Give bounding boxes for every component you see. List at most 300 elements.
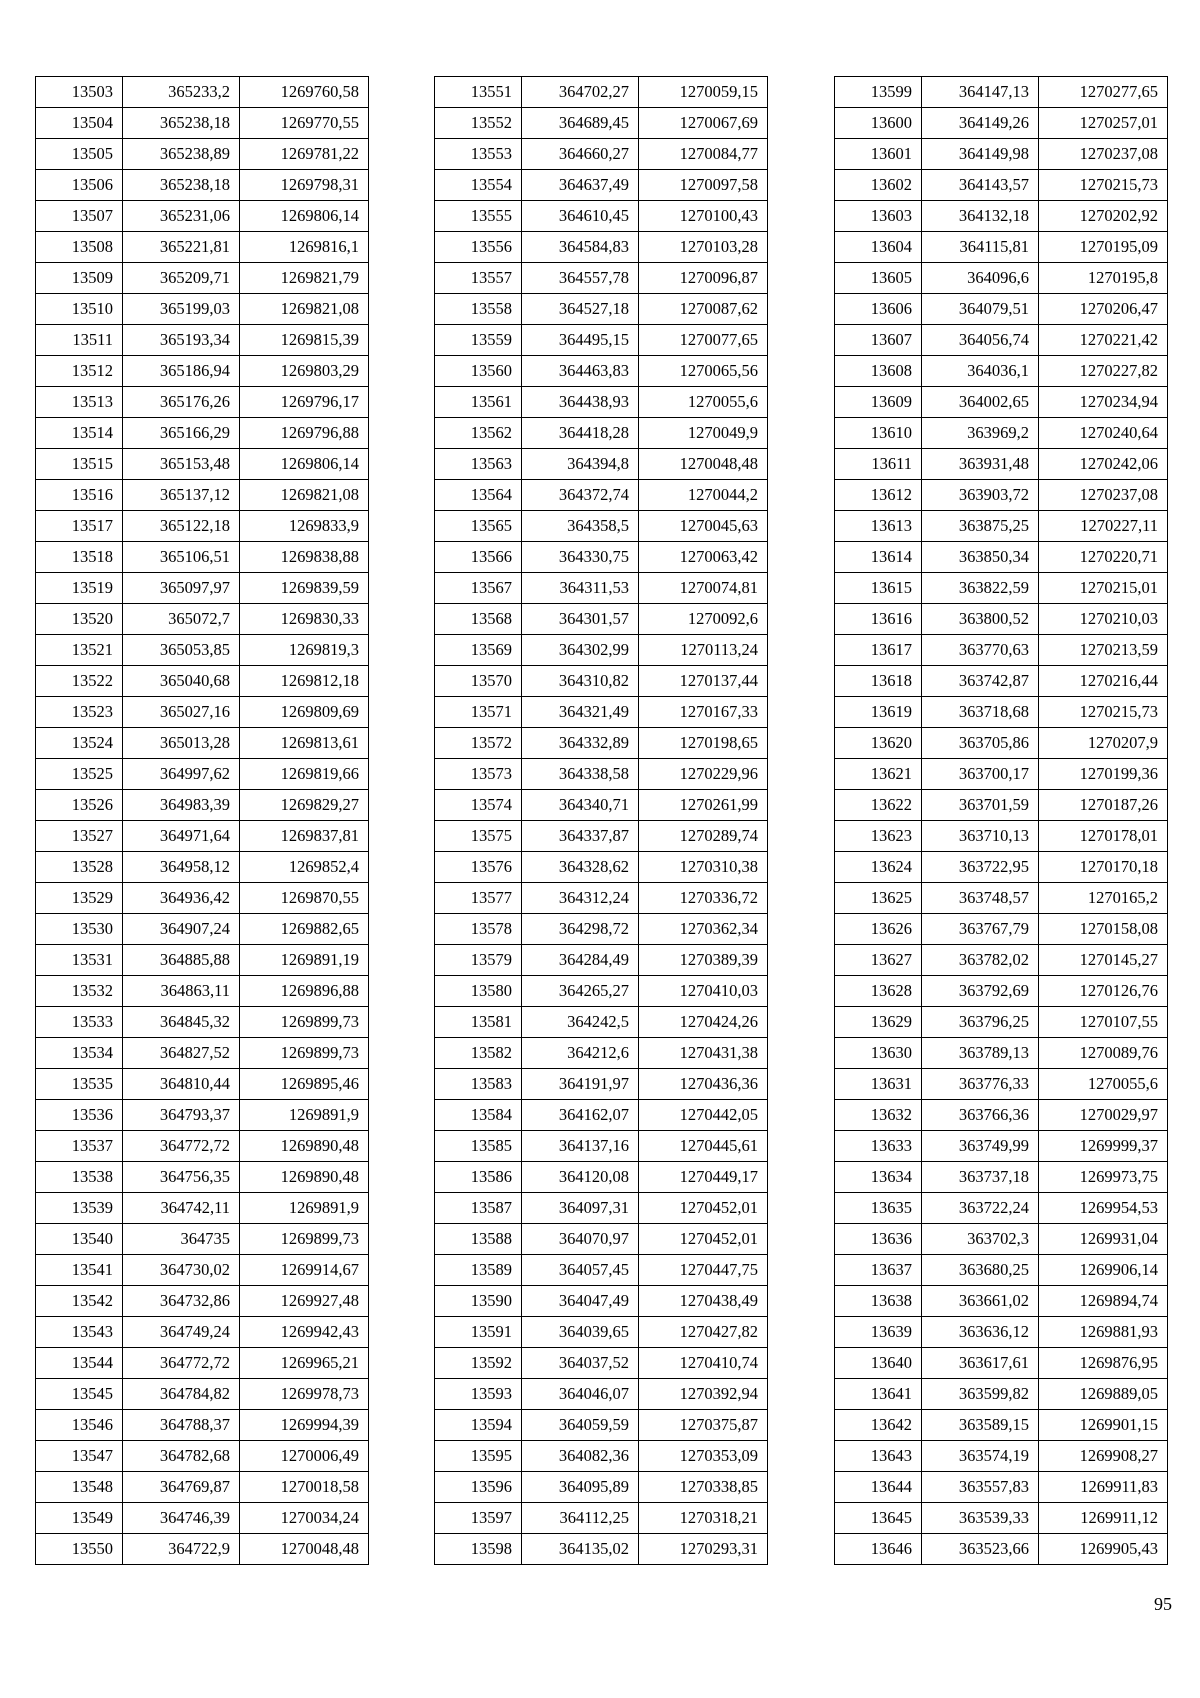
x-coordinate-cell: 365072,7 bbox=[123, 604, 240, 635]
x-coordinate-cell: 363850,34 bbox=[922, 542, 1039, 573]
x-coordinate-cell: 364749,24 bbox=[123, 1317, 240, 1348]
table-row bbox=[36, 201, 369, 232]
y-coordinate-cell: 1269911,83 bbox=[1039, 1472, 1168, 1503]
x-coordinate-cell: 364782,68 bbox=[123, 1441, 240, 1472]
table-row bbox=[435, 1193, 768, 1224]
point-number-cell: 13536 bbox=[36, 1100, 123, 1131]
y-coordinate-cell: 1269819,66 bbox=[240, 759, 369, 790]
y-coordinate-cell: 1270092,6 bbox=[639, 604, 768, 635]
point-number-cell: 13547 bbox=[36, 1441, 123, 1472]
y-coordinate-cell: 1270392,94 bbox=[639, 1379, 768, 1410]
y-coordinate-cell: 1270045,63 bbox=[639, 511, 768, 542]
table-row bbox=[36, 914, 369, 945]
y-coordinate-cell: 1269806,14 bbox=[240, 201, 369, 232]
y-coordinate-cell: 1269815,39 bbox=[240, 325, 369, 356]
table-row bbox=[435, 1038, 768, 1069]
point-number-cell: 13643 bbox=[835, 1441, 922, 1472]
y-coordinate-cell: 1269896,88 bbox=[240, 976, 369, 1007]
y-coordinate-cell: 1270044,2 bbox=[639, 480, 768, 511]
x-coordinate-cell: 364438,93 bbox=[522, 387, 639, 418]
y-coordinate-cell: 1269942,43 bbox=[240, 1317, 369, 1348]
x-coordinate-cell: 364096,6 bbox=[922, 263, 1039, 294]
y-coordinate-cell: 1269927,48 bbox=[240, 1286, 369, 1317]
table-row bbox=[36, 139, 369, 170]
y-coordinate-cell: 1270452,01 bbox=[639, 1193, 768, 1224]
x-coordinate-cell: 364689,45 bbox=[522, 108, 639, 139]
table-row bbox=[835, 1007, 1168, 1038]
table-row bbox=[435, 1441, 768, 1472]
point-number-cell: 13644 bbox=[835, 1472, 922, 1503]
x-coordinate-cell: 364722,9 bbox=[123, 1534, 240, 1565]
point-number-cell: 13584 bbox=[435, 1100, 522, 1131]
y-coordinate-cell: 1270087,62 bbox=[639, 294, 768, 325]
point-number-cell: 13617 bbox=[835, 635, 922, 666]
table-row bbox=[835, 1317, 1168, 1348]
x-coordinate-cell: 364311,53 bbox=[522, 573, 639, 604]
table-row bbox=[36, 263, 369, 294]
y-coordinate-cell: 1270167,33 bbox=[639, 697, 768, 728]
y-coordinate-cell: 1270445,61 bbox=[639, 1131, 768, 1162]
x-coordinate-cell: 364885,88 bbox=[123, 945, 240, 976]
point-number-cell: 13560 bbox=[435, 356, 522, 387]
x-coordinate-cell: 365040,68 bbox=[123, 666, 240, 697]
table-row bbox=[435, 728, 768, 759]
point-number-cell: 13642 bbox=[835, 1410, 922, 1441]
y-coordinate-cell: 1269894,74 bbox=[1039, 1286, 1168, 1317]
table-row bbox=[435, 1131, 768, 1162]
point-number-cell: 13515 bbox=[36, 449, 123, 480]
x-coordinate-cell: 364112,25 bbox=[522, 1503, 639, 1534]
y-coordinate-cell: 1270063,42 bbox=[639, 542, 768, 573]
point-number-cell: 13551 bbox=[435, 77, 522, 108]
y-coordinate-cell: 1270049,9 bbox=[639, 418, 768, 449]
y-coordinate-cell: 1270145,27 bbox=[1039, 945, 1168, 976]
y-coordinate-cell: 1269891,9 bbox=[240, 1100, 369, 1131]
table-row bbox=[435, 542, 768, 573]
point-number-cell: 13606 bbox=[835, 294, 922, 325]
y-coordinate-cell: 1269838,88 bbox=[240, 542, 369, 573]
point-number-cell: 13566 bbox=[435, 542, 522, 573]
point-number-cell: 13640 bbox=[835, 1348, 922, 1379]
point-number-cell: 13590 bbox=[435, 1286, 522, 1317]
table-row bbox=[435, 1255, 768, 1286]
point-number-cell: 13537 bbox=[36, 1131, 123, 1162]
y-coordinate-cell: 1270216,44 bbox=[1039, 666, 1168, 697]
table-row bbox=[36, 1503, 369, 1534]
table-row bbox=[835, 418, 1168, 449]
table-row bbox=[835, 263, 1168, 294]
x-coordinate-cell: 363680,25 bbox=[922, 1255, 1039, 1286]
table-row bbox=[435, 418, 768, 449]
table-row bbox=[835, 1038, 1168, 1069]
point-number-cell: 13595 bbox=[435, 1441, 522, 1472]
x-coordinate-cell: 364036,1 bbox=[922, 356, 1039, 387]
point-number-cell: 13565 bbox=[435, 511, 522, 542]
y-coordinate-cell: 1270055,6 bbox=[639, 387, 768, 418]
table-row bbox=[36, 1286, 369, 1317]
table-row bbox=[835, 511, 1168, 542]
x-coordinate-cell: 364332,89 bbox=[522, 728, 639, 759]
y-coordinate-cell: 1270318,21 bbox=[639, 1503, 768, 1534]
point-number-cell: 13605 bbox=[835, 263, 922, 294]
table-row bbox=[36, 1317, 369, 1348]
table-row bbox=[835, 1100, 1168, 1131]
y-coordinate-cell: 1269890,48 bbox=[240, 1131, 369, 1162]
x-coordinate-cell: 364097,31 bbox=[522, 1193, 639, 1224]
x-coordinate-cell: 364742,11 bbox=[123, 1193, 240, 1224]
y-coordinate-cell: 1269806,14 bbox=[240, 449, 369, 480]
x-coordinate-cell: 364810,44 bbox=[123, 1069, 240, 1100]
table-row bbox=[435, 480, 768, 511]
table-row bbox=[435, 604, 768, 635]
table-row bbox=[36, 1348, 369, 1379]
y-coordinate-cell: 1269965,21 bbox=[240, 1348, 369, 1379]
x-coordinate-cell: 365238,18 bbox=[123, 170, 240, 201]
y-coordinate-cell: 1270336,72 bbox=[639, 883, 768, 914]
x-coordinate-cell: 364191,97 bbox=[522, 1069, 639, 1100]
table-row bbox=[36, 1069, 369, 1100]
x-coordinate-cell: 363782,02 bbox=[922, 945, 1039, 976]
y-coordinate-cell: 1270452,01 bbox=[639, 1224, 768, 1255]
point-number-cell: 13641 bbox=[835, 1379, 922, 1410]
x-coordinate-cell: 364702,27 bbox=[522, 77, 639, 108]
x-coordinate-cell: 363800,52 bbox=[922, 604, 1039, 635]
table-row bbox=[835, 1472, 1168, 1503]
point-number-cell: 13633 bbox=[835, 1131, 922, 1162]
table-row bbox=[36, 1162, 369, 1193]
y-coordinate-cell: 1270018,58 bbox=[240, 1472, 369, 1503]
y-coordinate-cell: 1270089,76 bbox=[1039, 1038, 1168, 1069]
x-coordinate-cell: 364772,72 bbox=[123, 1131, 240, 1162]
x-coordinate-cell: 364082,36 bbox=[522, 1441, 639, 1472]
y-coordinate-cell: 1269852,4 bbox=[240, 852, 369, 883]
point-number-cell: 13549 bbox=[36, 1503, 123, 1534]
x-coordinate-cell: 364746,39 bbox=[123, 1503, 240, 1534]
table-row bbox=[835, 914, 1168, 945]
x-coordinate-cell: 363875,25 bbox=[922, 511, 1039, 542]
table-row bbox=[835, 697, 1168, 728]
point-number-cell: 13638 bbox=[835, 1286, 922, 1317]
y-coordinate-cell: 1269882,65 bbox=[240, 914, 369, 945]
y-coordinate-cell: 1270213,59 bbox=[1039, 635, 1168, 666]
y-coordinate-cell: 1270362,34 bbox=[639, 914, 768, 945]
x-coordinate-cell: 364971,64 bbox=[123, 821, 240, 852]
y-coordinate-cell: 1270059,15 bbox=[639, 77, 768, 108]
table-row bbox=[36, 1534, 369, 1565]
y-coordinate-cell: 1270431,38 bbox=[639, 1038, 768, 1069]
point-number-cell: 13610 bbox=[835, 418, 922, 449]
table-row bbox=[36, 821, 369, 852]
coordinate-table-1 bbox=[35, 76, 369, 1565]
table-row bbox=[36, 728, 369, 759]
x-coordinate-cell: 364793,37 bbox=[123, 1100, 240, 1131]
y-coordinate-cell: 1269803,29 bbox=[240, 356, 369, 387]
point-number-cell: 13521 bbox=[36, 635, 123, 666]
table-row bbox=[36, 325, 369, 356]
point-number-cell: 13564 bbox=[435, 480, 522, 511]
y-coordinate-cell: 1269870,55 bbox=[240, 883, 369, 914]
point-number-cell: 13562 bbox=[435, 418, 522, 449]
y-coordinate-cell: 1270410,03 bbox=[639, 976, 768, 1007]
x-coordinate-cell: 363931,48 bbox=[922, 449, 1039, 480]
point-number-cell: 13632 bbox=[835, 1100, 922, 1131]
y-coordinate-cell: 1270067,69 bbox=[639, 108, 768, 139]
point-number-cell: 13616 bbox=[835, 604, 922, 635]
table-row bbox=[36, 418, 369, 449]
x-coordinate-cell: 363599,82 bbox=[922, 1379, 1039, 1410]
y-coordinate-cell: 1270178,01 bbox=[1039, 821, 1168, 852]
point-number-cell: 13620 bbox=[835, 728, 922, 759]
x-coordinate-cell: 364827,52 bbox=[123, 1038, 240, 1069]
table-row bbox=[36, 170, 369, 201]
table-row bbox=[36, 387, 369, 418]
point-number-cell: 13602 bbox=[835, 170, 922, 201]
point-number-cell: 13624 bbox=[835, 852, 922, 883]
point-number-cell: 13623 bbox=[835, 821, 922, 852]
x-coordinate-cell: 363742,87 bbox=[922, 666, 1039, 697]
y-coordinate-cell: 1270227,11 bbox=[1039, 511, 1168, 542]
point-number-cell: 13516 bbox=[36, 480, 123, 511]
table-row bbox=[36, 1224, 369, 1255]
table-row bbox=[36, 77, 369, 108]
x-coordinate-cell: 364772,72 bbox=[123, 1348, 240, 1379]
y-coordinate-cell: 1269796,17 bbox=[240, 387, 369, 418]
point-number-cell: 13505 bbox=[36, 139, 123, 170]
x-coordinate-cell: 365106,51 bbox=[123, 542, 240, 573]
table-row bbox=[36, 1472, 369, 1503]
point-number-cell: 13563 bbox=[435, 449, 522, 480]
x-coordinate-cell: 364997,62 bbox=[123, 759, 240, 790]
y-coordinate-cell: 1270229,96 bbox=[639, 759, 768, 790]
table-row bbox=[435, 1534, 768, 1565]
point-number-cell: 13508 bbox=[36, 232, 123, 263]
y-coordinate-cell: 1270097,58 bbox=[639, 170, 768, 201]
table-row bbox=[36, 945, 369, 976]
y-coordinate-cell: 1269821,08 bbox=[240, 480, 369, 511]
point-number-cell: 13507 bbox=[36, 201, 123, 232]
y-coordinate-cell: 1269798,31 bbox=[240, 170, 369, 201]
point-number-cell: 13626 bbox=[835, 914, 922, 945]
point-number-cell: 13578 bbox=[435, 914, 522, 945]
x-coordinate-cell: 364095,89 bbox=[522, 1472, 639, 1503]
table-row bbox=[435, 1379, 768, 1410]
point-number-cell: 13594 bbox=[435, 1410, 522, 1441]
y-coordinate-cell: 1269760,58 bbox=[240, 77, 369, 108]
point-number-cell: 13622 bbox=[835, 790, 922, 821]
x-coordinate-cell: 364143,57 bbox=[922, 170, 1039, 201]
table-row bbox=[435, 666, 768, 697]
y-coordinate-cell: 1270034,24 bbox=[240, 1503, 369, 1534]
point-number-cell: 13569 bbox=[435, 635, 522, 666]
y-coordinate-cell: 1269899,73 bbox=[240, 1038, 369, 1069]
table-row bbox=[36, 635, 369, 666]
y-coordinate-cell: 1270436,36 bbox=[639, 1069, 768, 1100]
table-row bbox=[435, 852, 768, 883]
x-coordinate-cell: 364310,82 bbox=[522, 666, 639, 697]
point-number-cell: 13513 bbox=[36, 387, 123, 418]
x-coordinate-cell: 364149,26 bbox=[922, 108, 1039, 139]
x-coordinate-cell: 364788,37 bbox=[123, 1410, 240, 1441]
point-number-cell: 13574 bbox=[435, 790, 522, 821]
x-coordinate-cell: 365053,85 bbox=[123, 635, 240, 666]
point-number-cell: 13635 bbox=[835, 1193, 922, 1224]
y-coordinate-cell: 1269816,1 bbox=[240, 232, 369, 263]
x-coordinate-cell: 364037,52 bbox=[522, 1348, 639, 1379]
y-coordinate-cell: 1270410,74 bbox=[639, 1348, 768, 1379]
point-number-cell: 13609 bbox=[835, 387, 922, 418]
table-row bbox=[435, 387, 768, 418]
x-coordinate-cell: 365166,29 bbox=[123, 418, 240, 449]
table-row bbox=[435, 1348, 768, 1379]
x-coordinate-cell: 364735 bbox=[123, 1224, 240, 1255]
point-number-cell: 13611 bbox=[835, 449, 922, 480]
table-row bbox=[835, 604, 1168, 635]
x-coordinate-cell: 365122,18 bbox=[123, 511, 240, 542]
x-coordinate-cell: 363767,79 bbox=[922, 914, 1039, 945]
table-row bbox=[36, 542, 369, 573]
x-coordinate-cell: 364047,49 bbox=[522, 1286, 639, 1317]
x-coordinate-cell: 363523,66 bbox=[922, 1534, 1039, 1565]
point-number-cell: 13548 bbox=[36, 1472, 123, 1503]
table-row bbox=[435, 263, 768, 294]
y-coordinate-cell: 1269813,61 bbox=[240, 728, 369, 759]
y-coordinate-cell: 1270113,24 bbox=[639, 635, 768, 666]
point-number-cell: 13556 bbox=[435, 232, 522, 263]
y-coordinate-cell: 1270006,49 bbox=[240, 1441, 369, 1472]
table-row bbox=[835, 1534, 1168, 1565]
y-coordinate-cell: 1269911,12 bbox=[1039, 1503, 1168, 1534]
table-row bbox=[36, 697, 369, 728]
table-row bbox=[835, 852, 1168, 883]
x-coordinate-cell: 365186,94 bbox=[123, 356, 240, 387]
y-coordinate-cell: 1270158,08 bbox=[1039, 914, 1168, 945]
point-number-cell: 13603 bbox=[835, 201, 922, 232]
x-coordinate-cell: 365209,71 bbox=[123, 263, 240, 294]
table-row bbox=[835, 728, 1168, 759]
y-coordinate-cell: 1270199,36 bbox=[1039, 759, 1168, 790]
table-row bbox=[835, 232, 1168, 263]
point-number-cell: 13571 bbox=[435, 697, 522, 728]
point-number-cell: 13506 bbox=[36, 170, 123, 201]
x-coordinate-cell: 364059,59 bbox=[522, 1410, 639, 1441]
x-coordinate-cell: 364079,51 bbox=[922, 294, 1039, 325]
x-coordinate-cell: 363702,3 bbox=[922, 1224, 1039, 1255]
point-number-cell: 13607 bbox=[835, 325, 922, 356]
y-coordinate-cell: 1269821,08 bbox=[240, 294, 369, 325]
y-coordinate-cell: 1270096,87 bbox=[639, 263, 768, 294]
y-coordinate-cell: 1270277,65 bbox=[1039, 77, 1168, 108]
x-coordinate-cell: 364302,99 bbox=[522, 635, 639, 666]
y-coordinate-cell: 1270207,9 bbox=[1039, 728, 1168, 759]
table-row bbox=[435, 1100, 768, 1131]
point-number-cell: 13525 bbox=[36, 759, 123, 790]
table-row bbox=[835, 480, 1168, 511]
x-coordinate-cell: 363539,33 bbox=[922, 1503, 1039, 1534]
point-number-cell: 13553 bbox=[435, 139, 522, 170]
table-row bbox=[36, 573, 369, 604]
x-coordinate-cell: 364358,5 bbox=[522, 511, 639, 542]
point-number-cell: 13585 bbox=[435, 1131, 522, 1162]
x-coordinate-cell: 365027,16 bbox=[123, 697, 240, 728]
y-coordinate-cell: 1269881,93 bbox=[1039, 1317, 1168, 1348]
y-coordinate-cell: 1269890,48 bbox=[240, 1162, 369, 1193]
x-coordinate-cell: 363776,33 bbox=[922, 1069, 1039, 1100]
point-number-cell: 13542 bbox=[36, 1286, 123, 1317]
point-number-cell: 13511 bbox=[36, 325, 123, 356]
point-number-cell: 13512 bbox=[36, 356, 123, 387]
point-number-cell: 13568 bbox=[435, 604, 522, 635]
point-number-cell: 13613 bbox=[835, 511, 922, 542]
table-row bbox=[835, 635, 1168, 666]
coordinate-table-2 bbox=[434, 76, 768, 1565]
point-number-cell: 13579 bbox=[435, 945, 522, 976]
table-row bbox=[36, 759, 369, 790]
y-coordinate-cell: 1270289,74 bbox=[639, 821, 768, 852]
x-coordinate-cell: 364495,15 bbox=[522, 325, 639, 356]
x-coordinate-cell: 364340,71 bbox=[522, 790, 639, 821]
table-row bbox=[835, 449, 1168, 480]
point-number-cell: 13576 bbox=[435, 852, 522, 883]
table-row bbox=[435, 914, 768, 945]
table-row bbox=[435, 108, 768, 139]
point-number-cell: 13567 bbox=[435, 573, 522, 604]
x-coordinate-cell: 364372,74 bbox=[522, 480, 639, 511]
y-coordinate-cell: 1270240,64 bbox=[1039, 418, 1168, 449]
point-number-cell: 13530 bbox=[36, 914, 123, 945]
point-number-cell: 13535 bbox=[36, 1069, 123, 1100]
point-number-cell: 13538 bbox=[36, 1162, 123, 1193]
y-coordinate-cell: 1270310,38 bbox=[639, 852, 768, 883]
x-coordinate-cell: 364337,87 bbox=[522, 821, 639, 852]
table-row bbox=[835, 883, 1168, 914]
x-coordinate-cell: 364637,49 bbox=[522, 170, 639, 201]
x-coordinate-cell: 364162,07 bbox=[522, 1100, 639, 1131]
x-coordinate-cell: 364115,81 bbox=[922, 232, 1039, 263]
page-number: 95 bbox=[1154, 1594, 1172, 1614]
point-number-cell: 13600 bbox=[835, 108, 922, 139]
y-coordinate-cell: 1270170,18 bbox=[1039, 852, 1168, 883]
y-coordinate-cell: 1269895,46 bbox=[240, 1069, 369, 1100]
y-coordinate-cell: 1269899,73 bbox=[240, 1007, 369, 1038]
x-coordinate-cell: 363589,15 bbox=[922, 1410, 1039, 1441]
y-coordinate-cell: 1270449,17 bbox=[639, 1162, 768, 1193]
point-number-cell: 13533 bbox=[36, 1007, 123, 1038]
table-row bbox=[835, 1441, 1168, 1472]
table-row bbox=[435, 1007, 768, 1038]
table-row bbox=[36, 1193, 369, 1224]
table-row bbox=[435, 883, 768, 914]
table-row bbox=[835, 325, 1168, 356]
point-number-cell: 13514 bbox=[36, 418, 123, 449]
x-coordinate-cell: 363701,59 bbox=[922, 790, 1039, 821]
y-coordinate-cell: 1270447,75 bbox=[639, 1255, 768, 1286]
x-coordinate-cell: 364242,5 bbox=[522, 1007, 639, 1038]
table-row bbox=[835, 356, 1168, 387]
y-coordinate-cell: 1269837,81 bbox=[240, 821, 369, 852]
table-row bbox=[435, 821, 768, 852]
table-row bbox=[435, 573, 768, 604]
x-coordinate-cell: 365233,2 bbox=[123, 77, 240, 108]
table-row bbox=[36, 883, 369, 914]
y-coordinate-cell: 1269899,73 bbox=[240, 1224, 369, 1255]
point-number-cell: 13599 bbox=[835, 77, 922, 108]
x-coordinate-cell: 364936,42 bbox=[123, 883, 240, 914]
point-number-cell: 13554 bbox=[435, 170, 522, 201]
point-number-cell: 13509 bbox=[36, 263, 123, 294]
table-row bbox=[835, 1193, 1168, 1224]
y-coordinate-cell: 1270442,05 bbox=[639, 1100, 768, 1131]
table-row bbox=[36, 294, 369, 325]
